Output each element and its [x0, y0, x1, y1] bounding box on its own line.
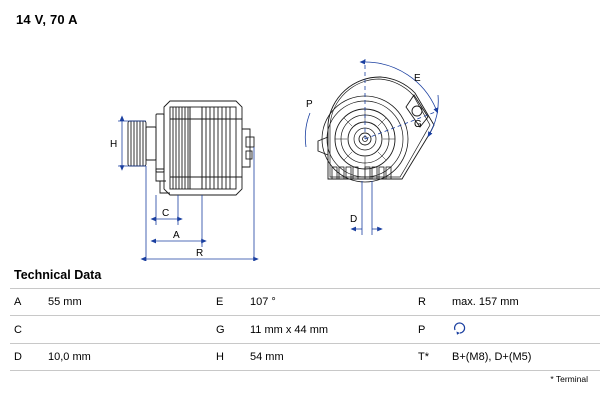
- table-row: [10, 289, 600, 316]
- page-title: 14 V, 70 A: [16, 12, 78, 27]
- label-r: R: [196, 248, 204, 259]
- tech-key: D: [10, 344, 44, 371]
- dimension-e: [365, 59, 438, 139]
- front-view-drawing: [305, 59, 438, 235]
- tech-key: C: [10, 316, 44, 344]
- tech-key: A: [10, 289, 44, 316]
- table-row: [10, 344, 600, 371]
- label-g: G: [414, 119, 422, 130]
- tech-value: max. 157 mm: [448, 289, 600, 316]
- tech-key: P: [414, 316, 448, 344]
- tech-key: E: [212, 289, 246, 316]
- tech-value: B+(M8), D+(M5): [448, 344, 600, 371]
- label-c: C: [162, 208, 170, 219]
- dimension-d: [356, 181, 378, 235]
- label-a: A: [173, 230, 180, 241]
- table-row: [10, 316, 600, 344]
- tech-key: H: [212, 344, 246, 371]
- tech-value: [44, 316, 212, 344]
- technical-data-section: [10, 268, 590, 384]
- rotation-direction-icon: [452, 321, 468, 338]
- product-drawing: [10, 29, 590, 261]
- label-h: H: [110, 139, 118, 150]
- tech-key: R: [414, 289, 448, 316]
- alternator-body: [156, 101, 254, 195]
- tech-value: 107 °: [246, 289, 414, 316]
- tech-key: T*: [414, 344, 448, 371]
- tech-value: 54 mm: [246, 344, 414, 371]
- tech-key: G: [212, 316, 246, 344]
- label-d: D: [350, 214, 358, 225]
- table-footnote: * Terminal: [550, 374, 588, 384]
- technical-data-table: [10, 288, 600, 371]
- label-p: P: [306, 99, 313, 110]
- tech-value: 55 mm: [44, 289, 212, 316]
- dimension-p: [305, 113, 310, 147]
- pulley: [128, 114, 164, 172]
- dimension-r: [146, 147, 254, 261]
- tech-value: 11 mm x 44 mm: [246, 316, 414, 344]
- tech-value: 10,0 mm: [44, 344, 212, 371]
- technical-data-heading: Technical Data: [14, 268, 102, 282]
- side-view-drawing: [110, 101, 254, 261]
- label-e: E: [414, 73, 421, 84]
- left-lug: [318, 137, 328, 155]
- tech-value-p: [448, 316, 600, 344]
- dimension-h: [118, 121, 146, 166]
